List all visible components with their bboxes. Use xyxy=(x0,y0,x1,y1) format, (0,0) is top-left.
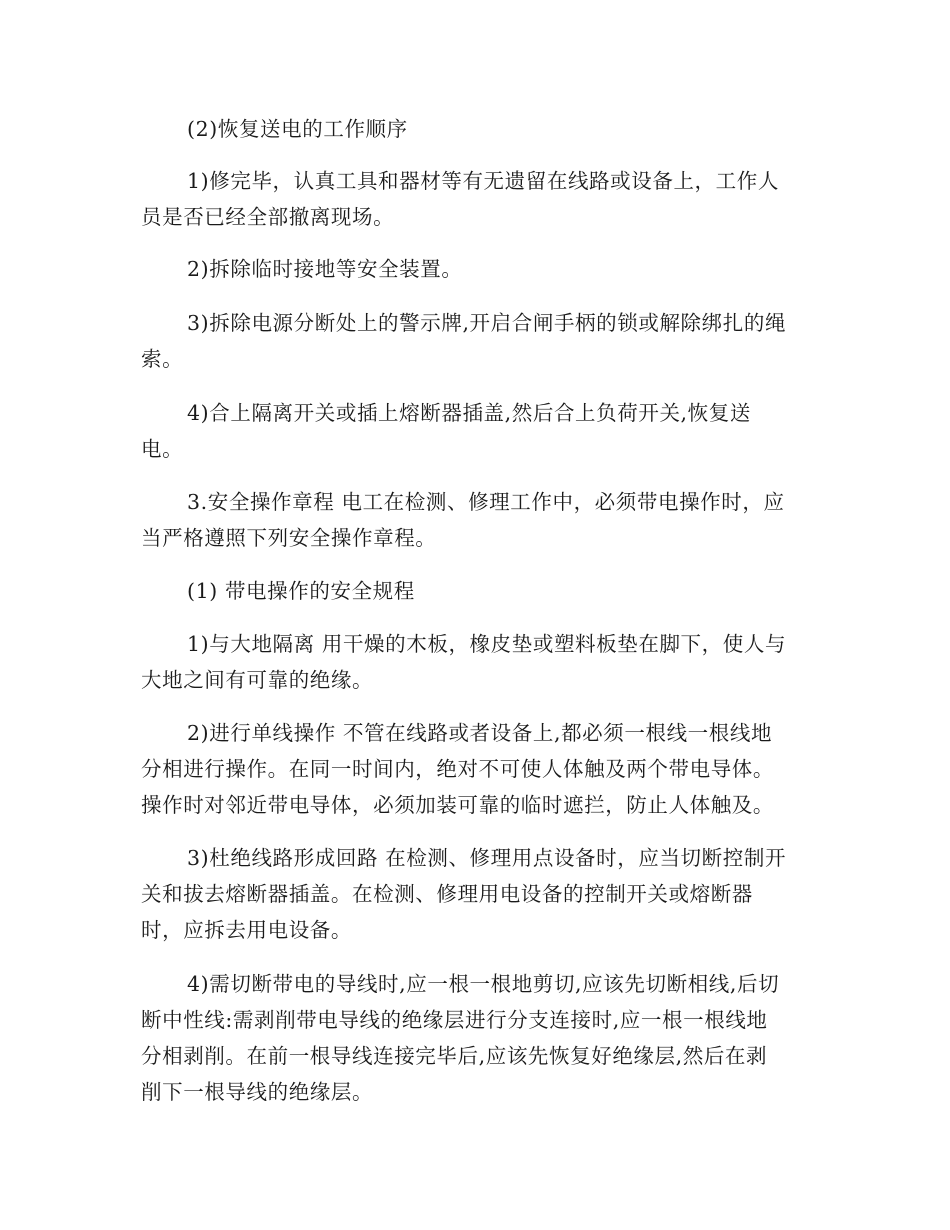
subheading-live-work-rules xyxy=(141,573,811,609)
text-line: 断中性线:需剥削带电导线的绝缘层进行分支连接时,应一根一根线地 xyxy=(141,1008,768,1032)
text-line: (1) 带电操作的安全规程 xyxy=(187,579,415,603)
text-line: 削下一根导线的绝缘层。 xyxy=(141,1080,374,1104)
paragraph-rule-3 xyxy=(141,840,811,948)
text-line: 大地之间有可靠的绝缘。 xyxy=(141,668,374,692)
paragraph-rule-1 xyxy=(141,626,811,698)
text-line: 当严格遵照下列安全操作章程。 xyxy=(141,526,437,550)
paragraph-restore-step-1 xyxy=(141,163,811,235)
text-line: 1)与大地隔离 用干燥的木板，橡皮垫或塑料板垫在脚下，使人与 xyxy=(187,632,787,656)
text-line: 4)需切断带电的导线时,应一根一根地剪切,应该先切断相线,后切 xyxy=(187,972,780,996)
text-line: 3)拆除电源分断处上的警示牌,开启合闸手柄的锁或解除绑扎的绳 xyxy=(187,311,787,335)
paragraph-rule-2 xyxy=(141,715,811,823)
text-line: 2)拆除临时接地等安全装置。 xyxy=(187,257,463,281)
text-line: 3)杜绝线路形成回路 在检测、修理用点设备时，应当切断控制开 xyxy=(187,846,787,870)
text-line: 3.安全操作章程 电工在检测、修理工作中，必须带电操作时，应 xyxy=(187,490,785,514)
paragraph-safety-rules-intro xyxy=(141,484,811,556)
text-line: 4)合上隔离开关或插上熔断器插盖,然后合上负荷开关,恢复送 xyxy=(187,401,751,425)
text-line: 员是否已经全部撤离现场。 xyxy=(141,205,395,229)
text-line: (2)恢复送电的工作顺序 xyxy=(187,117,408,141)
paragraph-restore-step-3 xyxy=(141,305,811,377)
text-line: 时，应拆去用电设备。 xyxy=(141,918,352,942)
text-line: 关和拔去熔断器插盖。在检测、修理用电设备的控制开关或熔断器 xyxy=(141,882,753,906)
subheading-restore-power-order xyxy=(141,111,811,147)
text-line: 分相进行操作。在同一时间内，绝对不可使人体触及两个带电导体。 xyxy=(141,757,774,781)
text-line: 操作时对邻近带电导体，必须加装可靠的临时遮拦，防止人体触及。 xyxy=(141,793,774,817)
text-line: 电。 xyxy=(141,437,184,461)
paragraph-restore-step-2 xyxy=(141,251,811,287)
paragraph-rule-4 xyxy=(141,966,811,1110)
text-line: 1)修完毕，认真工具和器材等有无遗留在线路或设备上，工作人 xyxy=(187,169,779,193)
paragraph-restore-step-4 xyxy=(141,395,811,467)
text-line: 索。 xyxy=(141,347,184,371)
text-line: 分相剥削。在前一根导线连接完毕后,应该先恢复好绝缘层,然后在剥 xyxy=(141,1044,768,1068)
text-line: 2)进行单线操作 不管在线路或者设备上,都必须一根线一根线地 xyxy=(187,721,773,745)
